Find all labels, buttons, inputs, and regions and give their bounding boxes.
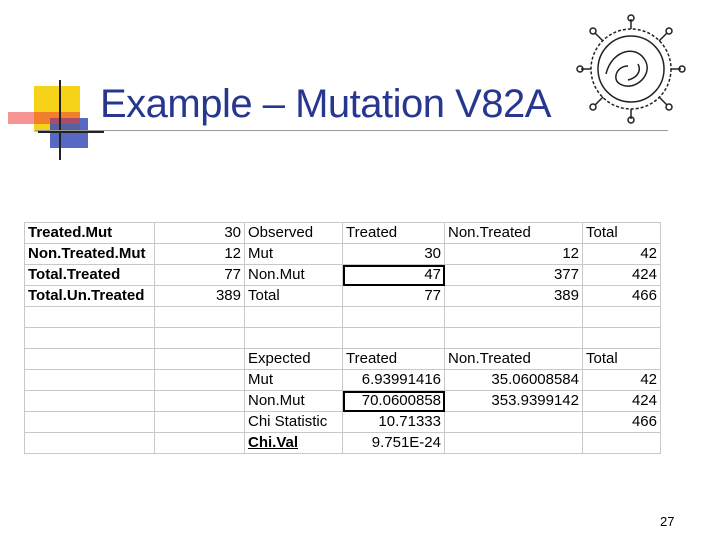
table-cell (155, 307, 245, 328)
table-cell: 9.751E-24 (343, 433, 445, 454)
table-cell: Treated.Mut (25, 223, 155, 244)
table-cell: 389 (155, 286, 245, 307)
table-cell (245, 307, 343, 328)
table-cell: Non.Treated (445, 223, 583, 244)
table-cell: 424 (583, 265, 661, 286)
table-cell: 42 (583, 370, 661, 391)
table-cell (25, 328, 155, 349)
table-cell (583, 328, 661, 349)
table-cell: Non.Treated (445, 349, 583, 370)
table-row (25, 307, 661, 328)
table-cell: 6.93991416 (343, 370, 445, 391)
table-cell (25, 349, 155, 370)
table-cell: Mut (245, 370, 343, 391)
table-cell (155, 370, 245, 391)
table-cell (445, 307, 583, 328)
table-cell: Non.Mut (245, 391, 343, 412)
table-cell (343, 328, 445, 349)
title-underline (35, 130, 668, 131)
table-row (25, 433, 661, 454)
table-cell: 30 (343, 244, 445, 265)
red-bar (8, 112, 80, 124)
table-cell: 466 (583, 286, 661, 307)
table-cell: Total.Treated (25, 265, 155, 286)
table-cell: Chi.Val (245, 433, 343, 454)
page-number: 27 (660, 514, 675, 529)
table-cell: 389 (445, 286, 583, 307)
table-cell: Observed (245, 223, 343, 244)
table-cell (155, 391, 245, 412)
table-cell (155, 328, 245, 349)
table-row (25, 328, 661, 349)
table-cell: 35.06008584 (445, 370, 583, 391)
table-cell (583, 433, 661, 454)
table-cell: 30 (155, 223, 245, 244)
virus-icon (576, 14, 686, 124)
table-cell: Treated (343, 223, 445, 244)
table-row (25, 223, 661, 244)
table-cell: 12 (445, 244, 583, 265)
table-cell (155, 433, 245, 454)
table-row (25, 391, 661, 412)
table-cell (25, 433, 155, 454)
table-cell: 12 (155, 244, 245, 265)
table-cell (25, 370, 155, 391)
table-cell: 10.71333 (343, 412, 445, 433)
table-cell: Total.Un.Treated (25, 286, 155, 307)
slide-title: Example – Mutation V82A (100, 82, 551, 126)
table-cell: Expected (245, 349, 343, 370)
table-cell (245, 328, 343, 349)
table-cell (155, 349, 245, 370)
table-cell (445, 328, 583, 349)
table-cell: Total (245, 286, 343, 307)
table-cell: Mut (245, 244, 343, 265)
table-cell (25, 391, 155, 412)
table-cell: Non.Mut (245, 265, 343, 286)
table-cell (155, 412, 245, 433)
table-row (25, 370, 661, 391)
table-cell: 466 (583, 412, 661, 433)
table-cell: 77 (155, 265, 245, 286)
table-cell: 77 (343, 286, 445, 307)
table-cell: Total (583, 349, 661, 370)
table-row (25, 244, 661, 265)
slide-logo-decoration (0, 0, 110, 170)
table-cell (583, 307, 661, 328)
spreadsheet-table (24, 222, 661, 454)
table-row (25, 349, 661, 370)
table-cell: 353.9399142 (445, 391, 583, 412)
table-row (25, 286, 661, 307)
table-cell (25, 412, 155, 433)
table-cell: 424 (583, 391, 661, 412)
table-cell: Chi Statistic (245, 412, 343, 433)
table-row (25, 412, 661, 433)
table-row (25, 265, 661, 286)
table-cell (445, 412, 583, 433)
table-cell: 70.0600858 (343, 391, 445, 412)
table-cell: Non.Treated.Mut (25, 244, 155, 265)
table-cell (25, 307, 155, 328)
table-cell: 42 (583, 244, 661, 265)
table-cell (445, 433, 583, 454)
table-cell (343, 307, 445, 328)
table-cell: 47 (343, 265, 445, 286)
table-cell: Total (583, 223, 661, 244)
table-cell: Treated (343, 349, 445, 370)
table-cell: 377 (445, 265, 583, 286)
